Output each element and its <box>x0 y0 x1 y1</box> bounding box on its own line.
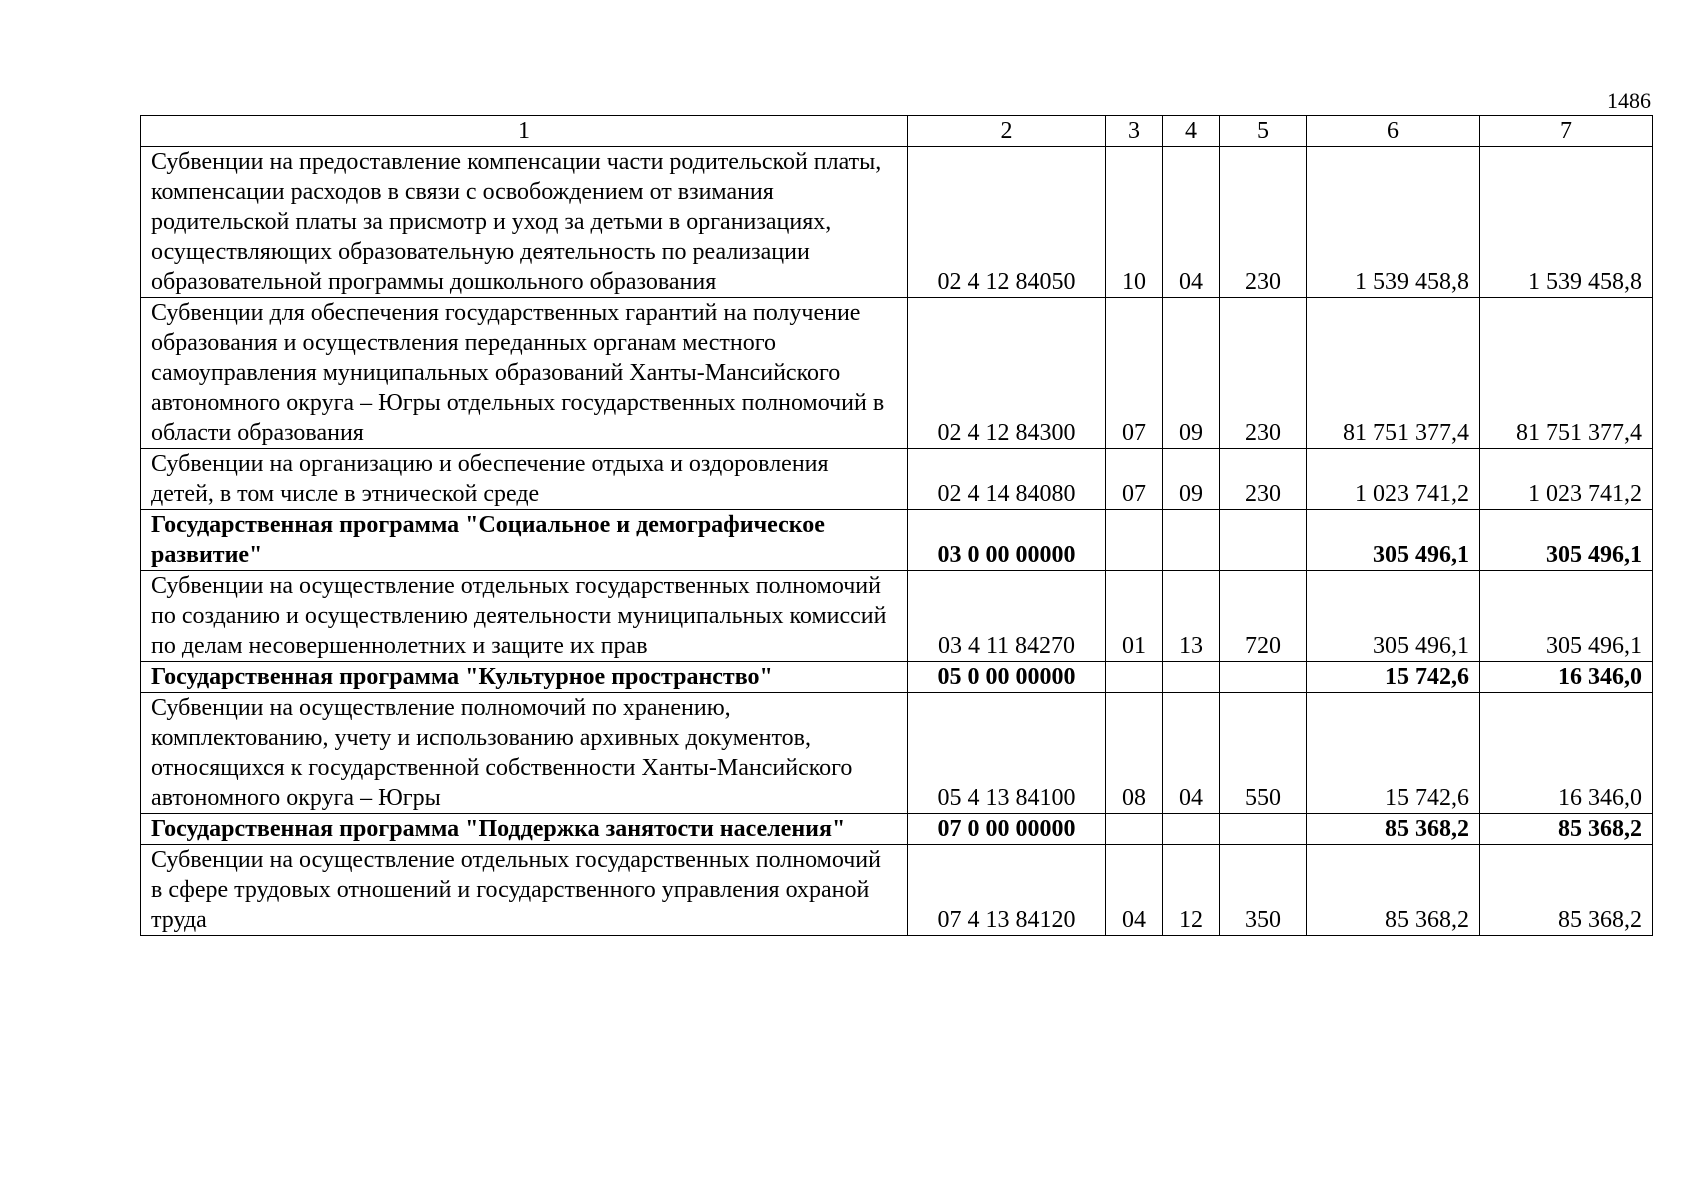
row-col6: 1 023 741,2 <box>1307 449 1480 510</box>
row-name: Субвенции на предоставление компенсации части родительской платы, компенсации расходов в связи с освобождением от взимания родительской платы за присмотр и уход за детьми в организациях, осуществляющих образовательную деятельность по реализации образовательной программы дошкольного образования <box>141 147 908 298</box>
row-col3 <box>1106 510 1163 571</box>
row-col7: 81 751 377,4 <box>1480 298 1653 449</box>
column-header: 3 <box>1106 116 1163 147</box>
row-col5 <box>1220 510 1307 571</box>
program-total-col7: 16 346,0 <box>1480 662 1653 693</box>
row-col7: 305 496,1 <box>1480 571 1653 662</box>
column-header: 2 <box>908 116 1106 147</box>
row-code: 02 4 12 84300 <box>908 298 1106 449</box>
row-col7: 85 368,2 <box>1480 845 1653 936</box>
column-header: 6 <box>1307 116 1480 147</box>
row-code: 02 4 12 84050 <box>908 147 1106 298</box>
table-row <box>141 147 1653 298</box>
column-header: 7 <box>1480 116 1653 147</box>
row-col3: 07 <box>1106 449 1163 510</box>
row-col5 <box>1220 814 1307 845</box>
program-row <box>141 662 1653 693</box>
row-col3: 07 <box>1106 298 1163 449</box>
row-col6: 81 751 377,4 <box>1307 298 1480 449</box>
program-total-col6: 85 368,2 <box>1307 814 1480 845</box>
row-col4: 09 <box>1163 449 1220 510</box>
row-col3: 08 <box>1106 693 1163 814</box>
table-row <box>141 298 1653 449</box>
row-col5: 230 <box>1220 147 1307 298</box>
row-code: 05 4 13 84100 <box>908 693 1106 814</box>
row-col6: 1 539 458,8 <box>1307 147 1480 298</box>
row-col3: 01 <box>1106 571 1163 662</box>
program-name: Государственная программа "Культурное пространство" <box>141 662 908 693</box>
row-name: Субвенции для обеспечения государственных гарантий на получение образования и осуществления переданных органам местного самоуправления муниципальных образований Ханты-Мансийского автономного округа – Югры отдельных государственных полномочий в области образования <box>141 298 908 449</box>
program-total-col7: 85 368,2 <box>1480 814 1653 845</box>
program-code: 03 0 00 00000 <box>908 510 1106 571</box>
row-col3: 04 <box>1106 845 1163 936</box>
row-col7: 16 346,0 <box>1480 693 1653 814</box>
row-col5: 230 <box>1220 298 1307 449</box>
row-col4 <box>1163 510 1220 571</box>
page-number: 1486 <box>1607 88 1651 113</box>
program-total-col7: 305 496,1 <box>1480 510 1653 571</box>
row-col5: 230 <box>1220 449 1307 510</box>
budget-table <box>140 115 1653 936</box>
program-name: Государственная программа "Социальное и демографическое развитие" <box>141 510 908 571</box>
program-code: 07 0 00 00000 <box>908 814 1106 845</box>
row-col7: 1 023 741,2 <box>1480 449 1653 510</box>
row-col5: 350 <box>1220 845 1307 936</box>
column-header: 5 <box>1220 116 1307 147</box>
table-row <box>141 571 1653 662</box>
table-header <box>141 116 1653 147</box>
row-col4 <box>1163 814 1220 845</box>
row-col4: 09 <box>1163 298 1220 449</box>
program-total-col6: 15 742,6 <box>1307 662 1480 693</box>
row-code: 07 4 13 84120 <box>908 845 1106 936</box>
table-row <box>141 845 1653 936</box>
row-col4 <box>1163 662 1220 693</box>
row-col4: 12 <box>1163 845 1220 936</box>
row-col4: 04 <box>1163 693 1220 814</box>
row-col5 <box>1220 662 1307 693</box>
table-row <box>141 449 1653 510</box>
row-col3 <box>1106 814 1163 845</box>
row-col6: 15 742,6 <box>1307 693 1480 814</box>
column-header: 1 <box>141 116 908 147</box>
program-row <box>141 510 1653 571</box>
row-col7: 1 539 458,8 <box>1480 147 1653 298</box>
header-row <box>141 116 1653 147</box>
row-col6: 85 368,2 <box>1307 845 1480 936</box>
row-name: Субвенции на осуществление отдельных государственных полномочий по созданию и осуществлению деятельности муниципальных комиссий по делам несовершеннолетних и защите их прав <box>141 571 908 662</box>
row-code: 02 4 14 84080 <box>908 449 1106 510</box>
row-col6: 305 496,1 <box>1307 571 1480 662</box>
row-col5: 550 <box>1220 693 1307 814</box>
row-name: Субвенции на осуществление отдельных государственных полномочий в сфере трудовых отношений и государственного управления охраной труда <box>141 845 908 936</box>
table-body <box>141 147 1653 936</box>
table-row <box>141 693 1653 814</box>
row-col5: 720 <box>1220 571 1307 662</box>
row-col3 <box>1106 662 1163 693</box>
row-code: 03 4 11 84270 <box>908 571 1106 662</box>
row-col3: 10 <box>1106 147 1163 298</box>
program-row <box>141 814 1653 845</box>
program-total-col6: 305 496,1 <box>1307 510 1480 571</box>
column-header: 4 <box>1163 116 1220 147</box>
row-name: Субвенции на осуществление полномочий по хранению, комплектованию, учету и использованию архивных документов, относящихся к государственной собственности Ханты-Мансийского автономного округа – Югры <box>141 693 908 814</box>
row-col4: 04 <box>1163 147 1220 298</box>
row-name: Субвенции на организацию и обеспечение отдыха и оздоровления детей, в том числе в этнической среде <box>141 449 908 510</box>
program-name: Государственная программа "Поддержка занятости населения" <box>141 814 908 845</box>
row-col4: 13 <box>1163 571 1220 662</box>
program-code: 05 0 00 00000 <box>908 662 1106 693</box>
